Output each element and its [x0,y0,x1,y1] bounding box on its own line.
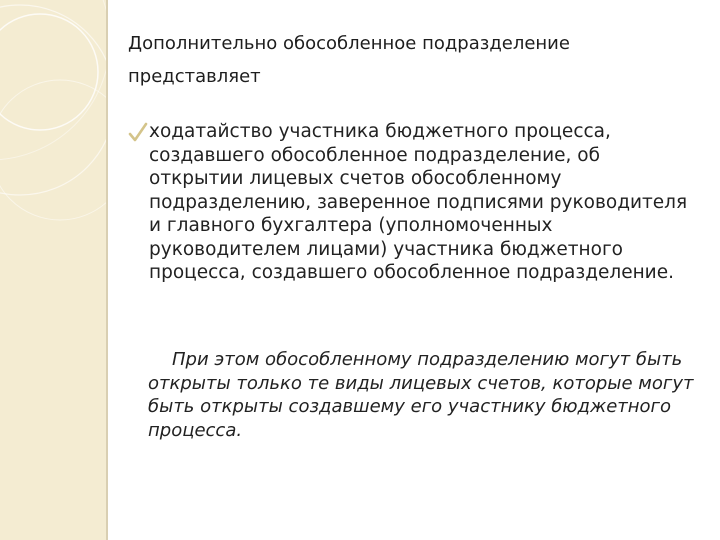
decorative-side-panel [0,0,106,540]
checkmark-icon [128,122,148,144]
side-divider [106,0,108,540]
slide-title: Дополнительно обособленное подразделение представляет [128,33,570,87]
bullet-text: ходатайство участника бюджетного процесса, создавшего обособленное подразделение, об открытии лицевых счетов обособленному подразделению, заверенное подписями руководителя и главного бухгалтера (уполномоченных руководителем лицами) участника бюджетного процесса, создавшего обособленное подразделение. [149,121,688,283]
bullet-item [128,120,688,285]
note-text: При этом обособленному подразделению могут быть открыты только те виды лицевых счетов, которые могут быть открыты создавшему его участнику бюджетного процесса. [148,349,694,441]
decorative-rings [0,0,106,540]
